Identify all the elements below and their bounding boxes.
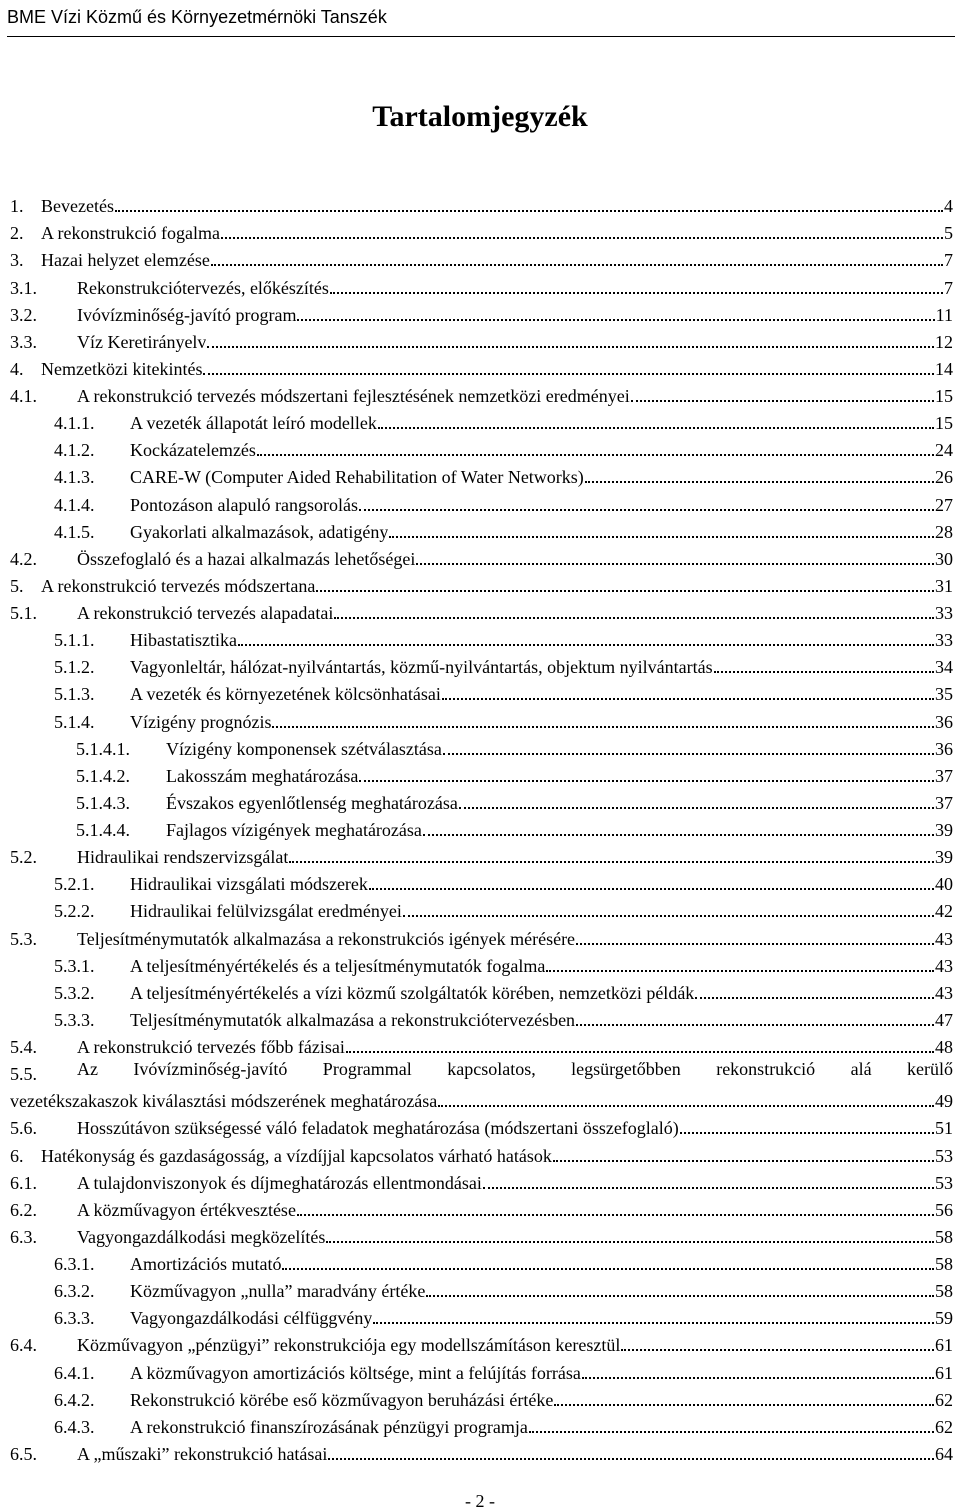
toc-entry-number: 6.4.1.	[54, 1362, 95, 1383]
toc-entry-text: Közművagyon „pénzügyi” rekonstrukciója egy modellszámításon keresztül	[77, 1335, 621, 1356]
toc-entry-page: 37	[935, 765, 953, 786]
toc-entry[interactable]	[10, 1384, 953, 1411]
toc-entry-text: A vezeték és környezetének kölcsönhatásai	[130, 684, 441, 705]
toc-entry[interactable]	[10, 895, 953, 922]
toc-entry-page: 7	[944, 277, 953, 298]
toc-leader-dots	[238, 644, 934, 646]
toc-leader-dots	[576, 1024, 934, 1026]
toc-entry-text: Fajlagos vízigények meghatározása	[166, 820, 422, 840]
toc-entry[interactable]	[10, 1167, 953, 1194]
toc-entry-page: 28	[935, 521, 953, 542]
toc-entry[interactable]	[10, 733, 953, 760]
toc-entry-number: 6.5.	[10, 1443, 37, 1464]
page-header	[7, 0, 955, 37]
toc-leader-dots	[442, 698, 934, 700]
toc-leader-dots	[695, 997, 934, 999]
toc-entry-page: 11	[935, 304, 953, 325]
toc-entry-text: Vagyonleltár, hálózat-nyilvántartás, közmű-nyilvántartás, objektum nyilvántartás	[130, 657, 713, 678]
toc-leader-dots	[211, 264, 943, 266]
toc-entry-page: 15	[935, 386, 953, 406]
toc-entry-number: 4.1.3.	[54, 467, 95, 488]
toc-entry[interactable]	[10, 760, 953, 787]
toc-leader-dots	[330, 292, 943, 294]
toc-entry-page: 15	[935, 413, 953, 434]
toc-entry-page: 48	[935, 1037, 953, 1057]
toc-entry-text: Amortizációs mutató	[130, 1254, 282, 1274]
toc-leader-dots	[203, 373, 934, 375]
toc-leader-dots	[585, 481, 934, 483]
toc-entry[interactable]	[10, 1329, 953, 1356]
toc-leader-dots	[282, 1268, 934, 1270]
toc-entry-text: A teljesítményértékelés és a teljesítménymutatók fogalma	[130, 955, 546, 976]
toc-entry-text: Vagyongazdálkodási célfüggvény	[130, 1308, 373, 1329]
toc-entry-text: A tulajdonviszonyok és díjmeghatározás ellentmondásai	[77, 1172, 482, 1193]
toc-entry[interactable]	[10, 1411, 953, 1438]
toc-leader-dots	[115, 210, 943, 212]
toc-entry-text: Rekonstrukciótervezés, előkészítés	[77, 277, 329, 298]
toc-entry[interactable]	[10, 597, 953, 624]
toc-entry-number: 4.	[10, 358, 24, 379]
toc-leader-dots	[369, 888, 934, 890]
toc-entry-page: 43	[935, 982, 953, 1003]
toc-entry-number: 6.4.2.	[54, 1389, 95, 1410]
toc-entry-text: Pontozáson alapuló rangsorolás	[130, 494, 358, 515]
toc-entry-number: 3.1.	[10, 277, 37, 298]
toc-entry-text: Hibastatisztika	[130, 630, 237, 651]
toc-entry-text: Lakosszám meghatározása	[166, 765, 359, 786]
toc-entry-text: Teljesítménymutatók alkalmazása a rekonstrukciótervezésben	[130, 1009, 576, 1030]
toc-leader-dots	[529, 1431, 934, 1433]
toc-leader-dots	[221, 237, 943, 239]
toc-entry-text: Kockázatelemzés	[130, 440, 256, 461]
toc-entry[interactable]	[10, 407, 953, 434]
toc-entry-text: Közművagyon „nulla” maradvány értéke	[130, 1281, 426, 1302]
toc-entry-page: 43	[935, 955, 953, 976]
toc-entry-text: A rekonstrukció tervezés főbb fázisai	[77, 1037, 345, 1057]
toc-entry-text: A vezeték állapotát leíró modellek	[130, 413, 377, 434]
toc-entry[interactable]	[10, 461, 953, 488]
toc-entry[interactable]	[10, 299, 953, 326]
toc-entry-text: Hosszútávon szükségessé váló feladatok meghatározása (módszertani összefoglaló)	[77, 1118, 679, 1139]
toc-entry[interactable]	[10, 1194, 953, 1221]
toc-leader-dots	[328, 1458, 934, 1460]
toc-leader-dots	[576, 943, 934, 945]
toc-leader-dots	[459, 807, 934, 809]
toc-entry-number: 2.	[10, 223, 24, 244]
toc-entry-text: A teljesítményértékelés a vízi közmű szolgáltatók körében, nemzetközi példák	[130, 982, 695, 1003]
toc-leader-dots	[326, 1241, 934, 1243]
toc-entry-text: Ivóvízminőség-javító program	[77, 304, 297, 325]
toc-entry-number: 4.2.	[10, 548, 37, 569]
toc-leader-dots	[621, 1349, 934, 1351]
toc-entry-number: 4.1.2.	[54, 440, 95, 461]
toc-leader-dots	[378, 427, 934, 429]
toc-entry-page: 24	[935, 440, 953, 461]
toc-entry-text: Rekonstrukció körébe eső közművagyon beruházási értéke	[130, 1389, 554, 1410]
toc-entry-number: 5.1.3.	[54, 684, 95, 705]
toc-entry[interactable]	[10, 651, 953, 678]
toc-entry-number: 1.	[10, 196, 24, 217]
toc-entry[interactable]	[10, 868, 953, 895]
toc-entry-page: 31	[935, 575, 953, 596]
toc-entry-text: Vízigény komponensek szétválasztása	[166, 738, 442, 759]
toc-entry-number: 4.1.1.	[54, 413, 95, 434]
toc-entry-page: 39	[935, 847, 953, 868]
toc-entry-page: 51	[935, 1118, 953, 1139]
toc-entry-page: 64	[935, 1443, 953, 1464]
toc-entry-number: 5.3.1.	[54, 955, 95, 976]
toc-leader-dots	[483, 1187, 934, 1189]
toc-entry-page: 53	[935, 1172, 953, 1193]
toc-entry-number: 6.2.	[10, 1199, 37, 1220]
toc-entry-text: vezetékszakaszok kiválasztási módszerének meghatározása	[10, 1091, 438, 1111]
toc-entry-text: CARE-W (Computer Aided Rehabilitation of Water Networks)	[130, 467, 584, 488]
toc-entry-text: Hidraulikai rendszervizsgálat	[77, 847, 289, 868]
toc-entry-number: 5.3.2.	[54, 982, 95, 1003]
toc-entry-text: A közművagyon amortizációs költsége, mint a felújítás forrása	[130, 1362, 581, 1383]
toc-leader-dots	[546, 970, 934, 972]
toc-entry-number: 5.1.4.3.	[76, 792, 130, 813]
toc-entry-number: 5.1.4.2.	[76, 765, 130, 786]
toc-entry-number: 3.3.	[10, 331, 37, 352]
toc-entry-number: 3.2.	[10, 304, 37, 325]
toc-entry-text: A rekonstrukció tervezés módszertani fejlesztésének nemzetközi eredményei	[77, 386, 630, 406]
toc-entry[interactable]	[10, 1275, 953, 1302]
toc-entry-text: A „műszaki” rekonstrukció hatásai	[77, 1443, 328, 1464]
toc-leader-dots	[631, 400, 934, 402]
toc-entry-page: 35	[935, 684, 953, 705]
toc-entry-page: 33	[935, 603, 953, 623]
toc-entry-page: 62	[935, 1389, 953, 1410]
toc-entry-page: 42	[935, 901, 953, 922]
toc-leader-dots	[714, 671, 934, 673]
toc-entry-page: 26	[935, 467, 953, 488]
toc-entry-number: 5.2.1.	[54, 874, 95, 895]
toc-entry[interactable]	[10, 543, 953, 570]
toc-entry-text: Hidraulikai vizsgálati módszerek	[130, 874, 368, 895]
toc-entry-number: 5.1.4.1.	[76, 738, 130, 759]
toc-entry-text: Teljesítménymutatók alkalmazása a rekonstrukciós igények mérésére	[77, 928, 576, 949]
toc-entry-number: 5.3.3.	[54, 1009, 95, 1030]
toc-entry-number: 4.1.4.	[54, 494, 95, 515]
toc-entry[interactable]	[10, 1004, 953, 1031]
toc-entry[interactable]	[10, 516, 953, 543]
toc-leader-dots	[297, 1214, 934, 1216]
toc-entry[interactable]	[10, 380, 953, 407]
page-number: - 2 -	[465, 1491, 495, 1511]
toc-entry-text: A rekonstrukció fogalma	[41, 223, 220, 244]
toc-leader-dots	[554, 1404, 934, 1406]
toc-leader-dots	[680, 1132, 934, 1134]
toc-entry[interactable]	[10, 1302, 953, 1329]
toc-entry-text: Hidraulikai felülvizsgálat eredményei	[130, 901, 402, 922]
toc-entry[interactable]	[10, 217, 953, 244]
toc-entry[interactable]	[10, 1031, 953, 1058]
toc-leader-dots	[207, 346, 934, 348]
toc-entry-number: 6.3.3.	[54, 1308, 95, 1329]
toc-entry[interactable]	[10, 624, 953, 651]
toc-entry[interactable]	[10, 922, 953, 949]
toc-entry-number: 3.	[10, 250, 24, 271]
toc-entry-number: 5.4.	[10, 1037, 37, 1057]
toc-entry[interactable]	[10, 1058, 953, 1112]
toc-entry-number: 4.1.	[10, 386, 37, 406]
toc-entry-page: 58	[935, 1281, 953, 1302]
toc-entry-text: Hatékonyság és gazdaságosság, a vízdíjjal kapcsolatos várható hatások	[41, 1145, 552, 1166]
toc-entry[interactable]	[10, 434, 953, 461]
toc-entry-text: Vagyongazdálkodási megközelítés	[77, 1226, 326, 1247]
toc-entry[interactable]	[10, 950, 953, 977]
toc-entry[interactable]	[10, 787, 953, 814]
toc-leader-dots	[416, 563, 934, 565]
toc-entry-page: 4	[944, 196, 953, 217]
toc-entry-page: 58	[935, 1254, 953, 1274]
toc-entry-number: 6.1.	[10, 1172, 37, 1193]
toc-leader-dots	[359, 780, 934, 782]
toc-entry-number: 5.1.1.	[54, 630, 95, 651]
toc-entry-page: 53	[935, 1145, 953, 1166]
toc-entry[interactable]	[10, 244, 953, 271]
toc-entry[interactable]	[10, 1438, 953, 1465]
toc-entry[interactable]	[10, 1248, 953, 1275]
toc-entry-page: 62	[935, 1416, 953, 1437]
toc-entry-number: 4.1.5.	[54, 521, 95, 542]
table-of-contents	[10, 190, 953, 1465]
toc-entry-number: 5.2.	[10, 847, 37, 868]
toc-leader-dots	[443, 753, 934, 755]
toc-entry-page: 43	[935, 928, 953, 949]
toc-entry-page: 14	[935, 358, 953, 379]
toc-entry-page: 47	[935, 1009, 953, 1030]
toc-entry-page: 61	[935, 1335, 953, 1356]
toc-entry-page: 30	[935, 548, 953, 569]
toc-entry-number: 6.4.	[10, 1335, 37, 1356]
toc-entry[interactable]	[10, 977, 953, 1004]
toc-entry-text: Nemzetközi kitekintés	[41, 358, 203, 379]
toc-entry[interactable]	[10, 678, 953, 705]
toc-leader-dots	[359, 509, 934, 511]
toc-entry-text: Hazai helyzet elemzése	[41, 250, 210, 271]
toc-entry-number: 5.6.	[10, 1118, 37, 1139]
toc-entry-text: Évszakos egyenlőtlenség meghatározása	[166, 792, 458, 813]
toc-entry-number: 5.1.	[10, 603, 37, 623]
toc-entry[interactable]	[10, 271, 953, 298]
toc-entry-page: 7	[944, 250, 953, 271]
toc-entry[interactable]	[10, 353, 953, 380]
toc-leader-dots	[272, 726, 934, 728]
toc-entry[interactable]	[10, 841, 953, 868]
toc-entry-text-line1: Az Ivóvízminőség-javító Programmal kapcsolatos, legsürgetőbben rekonstrukció alá kerülő	[77, 1059, 953, 1079]
toc-entry-text: Bevezetés	[41, 196, 114, 217]
toc-entry-page: 59	[935, 1308, 953, 1329]
toc-entry-page: 39	[935, 820, 953, 840]
toc-leader-dots	[438, 1105, 934, 1107]
toc-entry-number: 5.	[10, 575, 24, 596]
toc-leader-dots	[423, 834, 934, 836]
toc-entry-text: Vízigény prognózis	[130, 711, 272, 732]
toc-entry-page: 27	[935, 494, 953, 515]
toc-entry-number: 6.3.	[10, 1226, 37, 1247]
toc-entry-page: 33	[935, 630, 953, 651]
toc-entry[interactable]	[10, 814, 953, 841]
toc-entry-page: 56	[935, 1199, 953, 1220]
toc-entry-page: 37	[935, 792, 953, 813]
toc-entry[interactable]	[10, 570, 953, 597]
toc-entry-number: 5.1.4.	[54, 711, 95, 732]
toc-entry-number: 6.4.3.	[54, 1416, 95, 1437]
toc-entry-page: 49	[935, 1091, 953, 1111]
toc-leader-dots	[426, 1295, 934, 1297]
toc-leader-dots	[297, 319, 934, 321]
toc-entry[interactable]	[10, 326, 953, 353]
header-text: BME Vízi Közmű és Környezetmérnöki Tanszék	[7, 7, 387, 27]
toc-entry-text: Gyakorlati alkalmazások, adatigény	[130, 521, 389, 542]
toc-entry-number: 6.	[10, 1145, 24, 1166]
toc-entry[interactable]	[10, 1112, 953, 1139]
toc-leader-dots	[373, 1322, 934, 1324]
toc-entry-page: 58	[935, 1226, 953, 1247]
toc-leader-dots	[553, 1160, 934, 1162]
toc-leader-dots	[257, 454, 934, 456]
toc-entry[interactable]	[10, 190, 953, 217]
toc-entry-text: A rekonstrukció finanszírozásának pénzügyi programja	[130, 1416, 528, 1437]
toc-title: Tartalomjegyzék	[372, 100, 588, 133]
toc-entry-text: Összefoglaló és a hazai alkalmazás lehetőségei	[77, 548, 416, 569]
toc-entry[interactable]	[10, 488, 953, 515]
toc-leader-dots	[346, 1051, 934, 1053]
toc-leader-dots	[389, 536, 934, 538]
toc-leader-dots	[316, 590, 934, 592]
toc-entry[interactable]	[10, 1356, 953, 1383]
toc-entry-page: 5	[944, 223, 953, 244]
toc-entry-number: 5.1.2.	[54, 657, 95, 678]
toc-entry-text: Víz Keretirányelv	[77, 331, 207, 352]
toc-entry[interactable]	[10, 705, 953, 732]
toc-entry-number: 5.5.	[10, 1064, 37, 1084]
toc-entry[interactable]	[10, 1139, 953, 1166]
toc-entry-page: 40	[935, 874, 953, 895]
toc-entry-page: 61	[935, 1362, 953, 1383]
toc-entry-text: A rekonstrukció tervezés alapadatai	[77, 603, 334, 623]
toc-leader-dots	[403, 915, 934, 917]
toc-leader-dots	[582, 1377, 934, 1379]
toc-entry-number: 6.3.2.	[54, 1281, 95, 1302]
toc-entry-number: 6.3.1.	[54, 1254, 95, 1274]
toc-entry-number: 5.2.2.	[54, 901, 95, 922]
toc-entry-text: A közművagyon értékvesztése	[77, 1199, 296, 1220]
toc-leader-dots	[289, 861, 934, 863]
toc-leader-dots	[334, 617, 934, 619]
toc-entry-number: 5.3.	[10, 928, 37, 949]
toc-entry-number: 5.1.4.4.	[76, 820, 130, 840]
toc-entry-page: 36	[935, 711, 953, 732]
toc-entry[interactable]	[10, 1221, 953, 1248]
toc-entry-page: 34	[935, 657, 953, 678]
toc-entry-text: A rekonstrukció tervezés módszertana	[41, 575, 316, 596]
toc-entry-page: 36	[935, 738, 953, 759]
toc-entry-page: 12	[935, 331, 953, 352]
